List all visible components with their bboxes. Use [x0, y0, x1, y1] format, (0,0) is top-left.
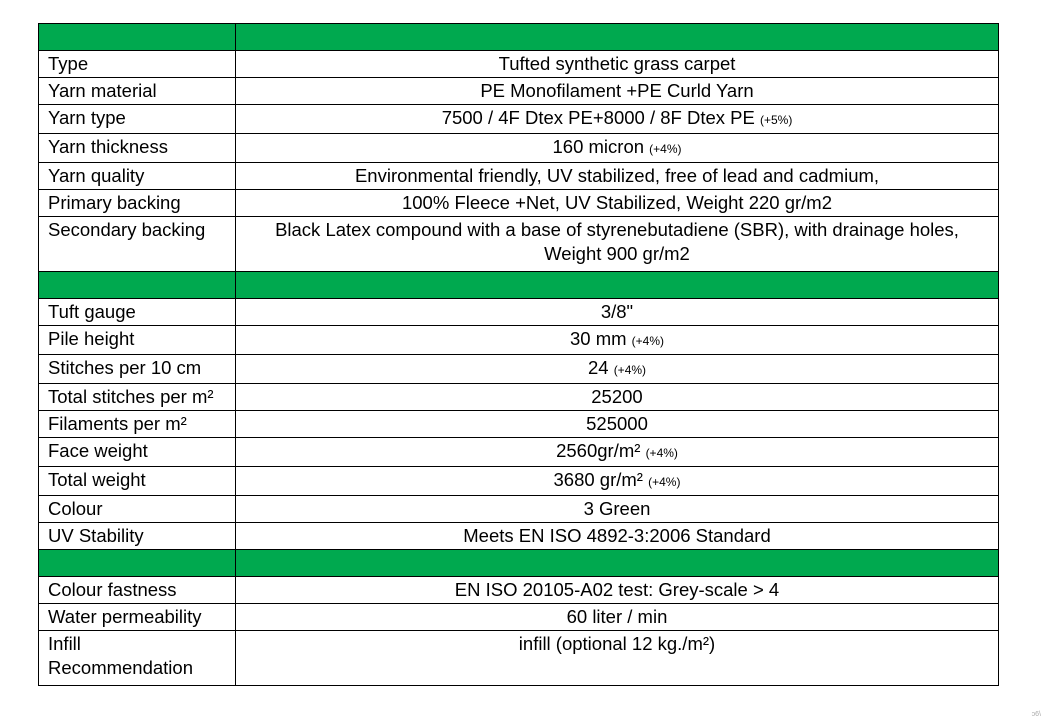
row-value: 3680 gr/m²: [553, 469, 643, 490]
row-value-cell: [236, 134, 999, 163]
row-label: Yarn thickness: [39, 134, 236, 163]
table-row: [39, 604, 999, 631]
row-label: Colour: [39, 496, 236, 523]
table-row: [39, 326, 999, 355]
row-label: Infill Recommendation: [39, 631, 236, 686]
table-row: [39, 631, 999, 686]
row-value-cell: [236, 51, 999, 78]
row-value-cell: [236, 577, 999, 604]
section-band-value-cell: [236, 24, 999, 51]
section-band-label-cell: [39, 272, 236, 299]
row-value-cell: [236, 604, 999, 631]
table-row: [39, 217, 999, 272]
row-value: 3/8": [600, 301, 634, 322]
row-value: Meets EN ISO 4892-3:2006 Standard: [463, 525, 771, 546]
table-row: [39, 299, 999, 326]
row-value: 2560gr/m²: [556, 440, 641, 461]
row-tolerance-note: (+4%): [648, 475, 681, 489]
row-label: Total stitches per m²: [39, 384, 236, 411]
row-value-cell: [236, 217, 999, 272]
row-tolerance-note: (+4%): [649, 142, 682, 156]
table-row: [39, 190, 999, 217]
row-label: Face weight: [39, 438, 236, 467]
row-value: EN ISO 20105-A02 test: Grey-scale > 4: [454, 579, 780, 600]
row-label: Water permeability: [39, 604, 236, 631]
row-label: Secondary backing: [39, 217, 236, 272]
table-row: [39, 163, 999, 190]
row-value: 100% Fleece +Net, UV Stabilized, Weight 220 gr/m2: [401, 192, 832, 213]
table-row: [39, 523, 999, 550]
row-label: Colour fastness: [39, 577, 236, 604]
row-value-cell: [236, 438, 999, 467]
table-row: [39, 105, 999, 134]
row-label: Yarn material: [39, 78, 236, 105]
row-value-cell: [236, 190, 999, 217]
row-value: 24: [587, 357, 609, 378]
row-value: 160 micron: [552, 136, 645, 157]
row-value-cell: [236, 523, 999, 550]
row-label: Yarn quality: [39, 163, 236, 190]
table-row: [39, 438, 999, 467]
row-value-cell: [236, 355, 999, 384]
section-band-label-cell: [39, 550, 236, 577]
row-label: Stitches per 10 cm: [39, 355, 236, 384]
table-row: [39, 384, 999, 411]
section-band: [39, 272, 999, 299]
row-value-cell: [236, 326, 999, 355]
row-label: Primary backing: [39, 190, 236, 217]
table-row: [39, 78, 999, 105]
section-band: [39, 550, 999, 577]
table-row: [39, 411, 999, 438]
row-value-cell: [236, 384, 999, 411]
table-row: [39, 51, 999, 78]
row-value-cell: [236, 411, 999, 438]
table-row: [39, 467, 999, 496]
row-tolerance-note: (+4%): [631, 334, 665, 348]
row-label: Yarn type: [39, 105, 236, 134]
row-label: Total weight: [39, 467, 236, 496]
spec-table-body: [39, 24, 999, 686]
row-value-cell: [236, 467, 999, 496]
row-value: 3 Green: [583, 498, 651, 519]
corner-mark: ɔ6\: [1031, 711, 1041, 718]
row-value-cell: [236, 631, 999, 686]
table-row: [39, 496, 999, 523]
section-band: [39, 24, 999, 51]
row-value: 60 liter / min: [566, 606, 668, 627]
row-label: Type: [39, 51, 236, 78]
row-label: Filaments per m²: [39, 411, 236, 438]
row-value-cell: [236, 163, 999, 190]
table-row: [39, 355, 999, 384]
row-value: Black Latex compound with a base of styrenebutadiene (SBR), with drainage holes, Weight 900 gr/m2: [275, 219, 959, 264]
row-value: PE Monofilament +PE Curld Yarn: [480, 80, 754, 101]
row-value-cell: [236, 299, 999, 326]
table-row: [39, 134, 999, 163]
row-value: 25200: [591, 386, 643, 407]
row-value-cell: [236, 78, 999, 105]
row-value: Environmental friendly, UV stabilized, free of lead and cadmium,: [354, 165, 880, 186]
row-value: 7500 / 4F Dtex PE+8000 / 8F Dtex PE: [441, 107, 755, 128]
row-value-cell: [236, 496, 999, 523]
section-band-value-cell: [236, 272, 999, 299]
row-value: 30 mm: [569, 328, 627, 349]
row-tolerance-note: (+4%): [613, 363, 647, 377]
section-band-value-cell: [236, 550, 999, 577]
row-value-cell: [236, 105, 999, 134]
row-tolerance-note: (+5%): [759, 113, 793, 127]
row-label: Tuft gauge: [39, 299, 236, 326]
section-band-label-cell: [39, 24, 236, 51]
row-label: Pile height: [39, 326, 236, 355]
row-label: UV Stability: [39, 523, 236, 550]
row-value: 525000: [586, 413, 648, 434]
row-tolerance-note: (+4%): [645, 446, 678, 460]
row-value: infill (optional 12 kg./m²): [518, 633, 716, 654]
row-value: Tufted synthetic grass carpet: [498, 53, 736, 74]
spec-table: [38, 23, 999, 686]
table-row: [39, 577, 999, 604]
